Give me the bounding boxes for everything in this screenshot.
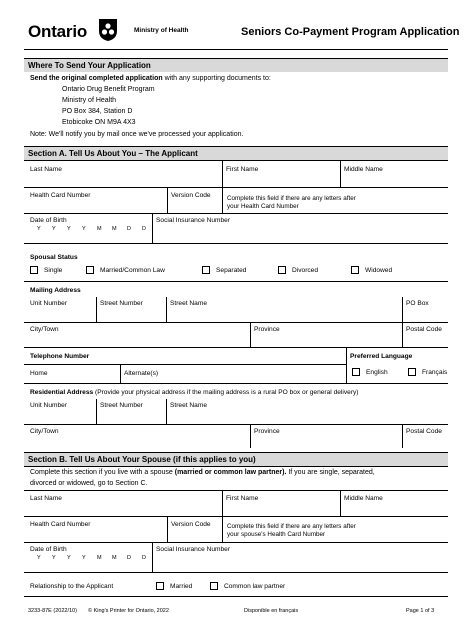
dob-letter: M [112, 226, 117, 232]
dob-letter: Y [52, 555, 56, 561]
spouse-sin-label: Social Insurance Number [156, 546, 231, 553]
trillium-logo-icon [97, 17, 119, 42]
unit-number-label: Unit Number [30, 300, 68, 307]
residential-province-label: Province [254, 428, 280, 435]
dob-letter: Y [67, 226, 71, 232]
address-line: PO Box 384, Station D [62, 108, 133, 115]
dob-letter: D [127, 226, 131, 232]
form-title: Seniors Co-Payment Program Application [241, 26, 460, 38]
married-checkbox[interactable] [156, 582, 164, 590]
header-divider [24, 49, 448, 50]
residential-address-label: Residential Address (Provide your physical address if the mailing address is a rural PO box or general delivery) [30, 389, 359, 396]
dob-letter: Y [37, 226, 41, 232]
postal-code-label: Postal Code [406, 326, 442, 333]
spouse-health-card-label: Health Card Number [30, 521, 91, 528]
spouse-last-name-label: Last Name [30, 495, 62, 502]
health-card-label: Health Card Number [30, 192, 91, 199]
dob-letter: Y [52, 226, 56, 232]
common-law-checkbox[interactable] [210, 582, 218, 590]
dob-letter: D [127, 555, 131, 561]
spousal-status-label: Spousal Status [30, 254, 78, 261]
alternate-phone-label: Alternate(s) [124, 370, 159, 377]
dob-letter: M [97, 226, 102, 232]
spouse-date-of-birth-label: Date of Birth [30, 546, 67, 553]
married-label: Married [170, 583, 193, 590]
copyright: © King's Printer for Ontario, 2022 [88, 608, 169, 614]
widowed-label: Widowed [365, 267, 393, 274]
address-line: Ontario Drug Benefit Program [62, 86, 155, 93]
processing-note: Note: We'll notify you by mail once we've processed your application. [30, 131, 244, 138]
spouse-first-name-label: First Name [226, 495, 259, 502]
residential-city-label: City/Town [30, 428, 59, 435]
dob-letter: Y [67, 555, 71, 561]
francais-checkbox[interactable] [408, 368, 416, 376]
preferred-language-label: Preferred Language [350, 353, 413, 360]
section-b-intro: Complete this section if you live with a spouse (married or common law partner). If you are single, separated, [30, 469, 375, 476]
date-of-birth-label: Date of Birth [30, 217, 67, 224]
residential-street-name-label: Street Name [170, 402, 208, 409]
dob-letter: D [142, 555, 146, 561]
address-line: Etobicoke ON M9A 4X3 [62, 119, 136, 126]
residential-postal-code-label: Postal Code [406, 428, 442, 435]
dob-letter: M [112, 555, 117, 561]
address-line: Ministry of Health [62, 97, 117, 104]
ministry-name: Ministry of Health [134, 27, 189, 34]
where-to-send-header: Where To Send Your Application [24, 58, 448, 72]
province-label: Province [254, 326, 280, 333]
page-number: Page 1 of 3 [406, 608, 435, 614]
dob-letter: D [142, 226, 146, 232]
street-number-label: Street Number [100, 300, 143, 307]
relationship-label: Relationship to the Applicant [30, 583, 114, 590]
form-number: 3233-87E (2022/10) [28, 608, 77, 614]
widowed-checkbox[interactable] [351, 266, 359, 274]
telephone-label: Telephone Number [30, 353, 90, 360]
version-code-label: Version Code [171, 192, 211, 199]
residential-street-number-label: Street Number [100, 402, 143, 409]
spouse-middle-name-label: Middle Name [344, 495, 383, 502]
dob-letter: Y [82, 555, 86, 561]
single-checkbox[interactable] [30, 266, 38, 274]
sin-label: Social Insurance Number [156, 217, 231, 224]
single-label: Single [44, 267, 63, 274]
ontario-logo-text: Ontario [28, 22, 88, 41]
version-code-note: Complete this field if there are any letters after your Health Card Number [227, 195, 356, 210]
street-name-label: Street Name [170, 300, 208, 307]
dob-letter: Y [82, 226, 86, 232]
dob-letter: M [97, 555, 102, 561]
francais-label: Français [422, 369, 448, 376]
residential-unit-label: Unit Number [30, 402, 68, 409]
mailing-address-label: Mailing Address [30, 287, 81, 294]
section-b-intro-2: divorced or widowed, go to Section C. [30, 480, 148, 487]
dob-letter: Y [37, 555, 41, 561]
po-box-label: PO Box [406, 300, 429, 307]
divorced-label: Divorced [292, 267, 319, 274]
send-instructions: Send the original completed application with any supporting documents to: [30, 75, 271, 82]
first-name-label: First Name [226, 166, 259, 173]
common-law-label: Common law partner [224, 583, 286, 590]
english-checkbox[interactable] [352, 368, 360, 376]
spouse-version-code-note: Complete this field if there are any letters after your spouse's Health Card Number [227, 523, 356, 538]
english-label: English [366, 369, 388, 376]
married-common-law-checkbox[interactable] [86, 266, 94, 274]
spouse-version-code-label: Version Code [171, 521, 211, 528]
married-common-law-label: Married/Common Law [100, 267, 165, 274]
city-label: City/Town [30, 326, 59, 333]
french-available-link[interactable]: Disponible en français [244, 608, 299, 614]
separated-label: Separated [216, 267, 247, 274]
divorced-checkbox[interactable] [278, 266, 286, 274]
section-b-header: Section B. Tell Us About Your Spouse (if this applies to you) [24, 452, 448, 466]
section-a-header: Section A. Tell Us About You – The Applicant [24, 146, 448, 160]
middle-name-label: Middle Name [344, 166, 383, 173]
separated-checkbox[interactable] [202, 266, 210, 274]
last-name-label: Last Name [30, 166, 62, 173]
home-phone-label: Home [30, 370, 48, 377]
